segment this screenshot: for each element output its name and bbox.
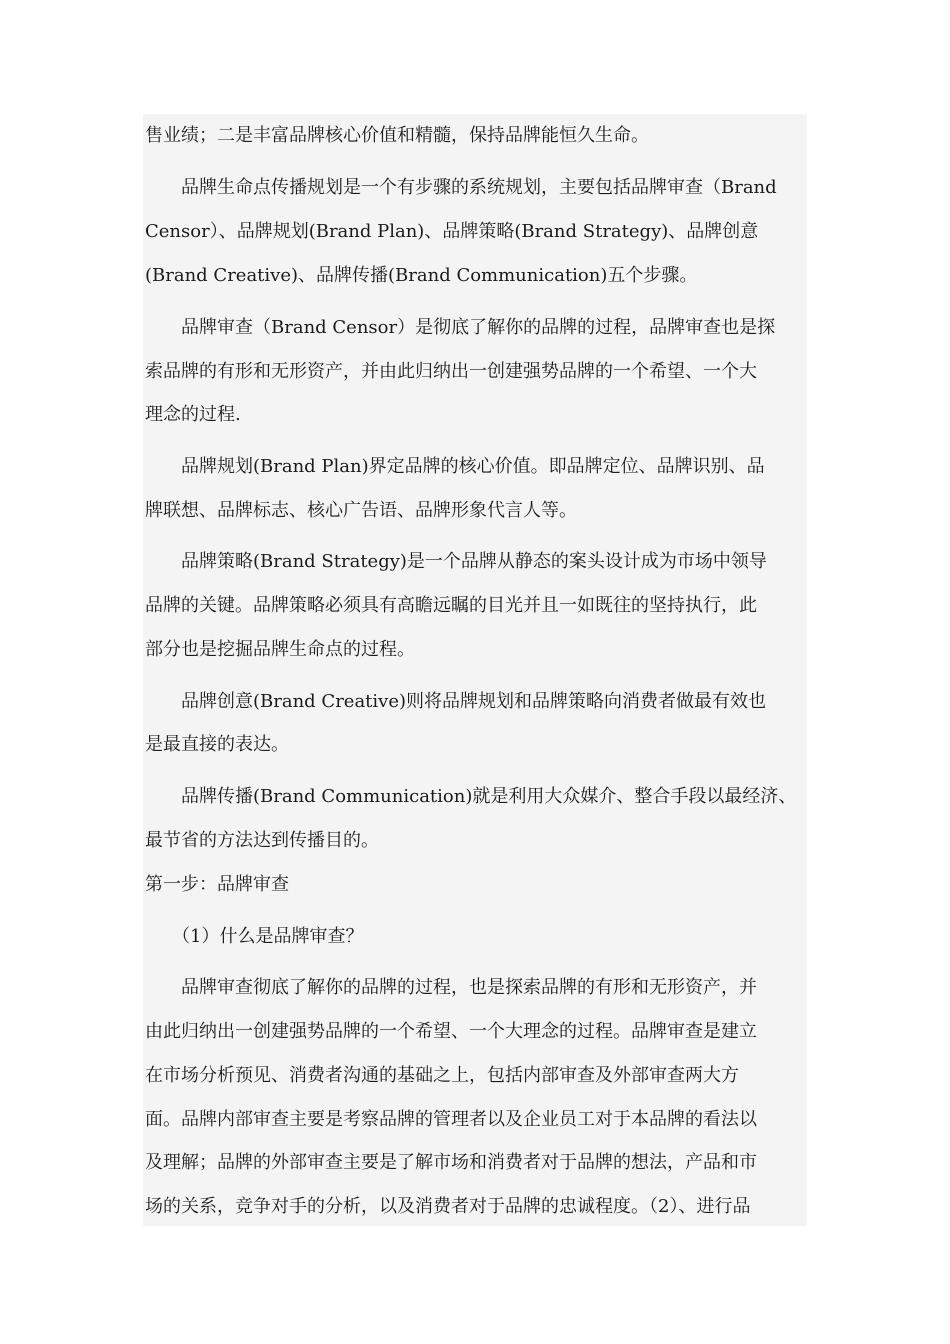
text-line: 场的关系，竞争对手的分析，以及消费者对于品牌的忠诚程度。（2）、进行品 (145, 1196, 751, 1217)
text-line: (Brand Creative)、品牌传播(Brand Communication)五个步骤。 (145, 265, 698, 286)
text-line: 牌联想、品牌标志、核心广告语、品牌形象代言人等。 (145, 500, 577, 521)
text-line: 品牌创意(Brand Creative)则将品牌规划和品牌策略向消费者做最有效也 (145, 691, 767, 712)
text-line: 品牌审查彻底了解你的品牌的过程，也是探索品牌的有形和无形资产，并 (145, 977, 757, 998)
text-line: 售业绩；二是丰富品牌核心价值和精髓，保持品牌能恒久生命。 (145, 125, 649, 146)
text-line: 品牌传播(Brand Communication)就是利用大众媒介、整合手段以最经济、 (145, 786, 797, 807)
section-heading: 第一步：品牌审查 (145, 874, 289, 895)
text-line: 部分也是挖掘品牌生命点的过程。 (145, 639, 415, 660)
text-line: 理念的过程. (145, 404, 241, 425)
text-line: 由此归纳出一创建强势品牌的一个希望、一个大理念的过程。品牌审查是建立 (145, 1021, 757, 1042)
text-line: 品牌审查（Brand Censor）是彻底了解你的品牌的过程，品牌审查也是探 (145, 317, 776, 338)
text-line: 及理解；品牌的外部审查主要是了解市场和消费者对于品牌的想法，产品和市 (145, 1152, 757, 1173)
text-line: 最节省的方法达到传播目的。 (145, 830, 379, 851)
text-line: 在市场分析预见、消费者沟通的基础之上，包括内部审查及外部审查两大方 (145, 1065, 739, 1086)
text-line: 是最直接的表达。 (145, 734, 289, 755)
text-line: 品牌策略(Brand Strategy)是一个品牌从静态的案头设计成为市场中领导 (145, 551, 767, 572)
text-line: Censor）、品牌规划(Brand Plan)、品牌策略(Brand Strategy)、品牌创意 (145, 221, 759, 242)
text-line: 品牌规划(Brand Plan)界定品牌的核心价值。即品牌定位、品牌识别、品 (145, 456, 765, 477)
text-line: 面。品牌内部审查主要是考察品牌的管理者以及企业员工对于本品牌的看法以 (145, 1109, 757, 1130)
text-line: 品牌的关键。品牌策略必须具有高瞻远瞩的目光并且一如既往的坚持执行，此 (145, 595, 757, 616)
text-line: 索品牌的有形和无形资产，并由此归纳出一创建强势品牌的一个希望、一个大 (145, 361, 757, 382)
subsection-heading: （1）什么是品牌审查？ (145, 926, 364, 947)
text-line: 品牌生命点传播规划是一个有步骤的系统规划，主要包括品牌审查（Brand (145, 177, 777, 198)
